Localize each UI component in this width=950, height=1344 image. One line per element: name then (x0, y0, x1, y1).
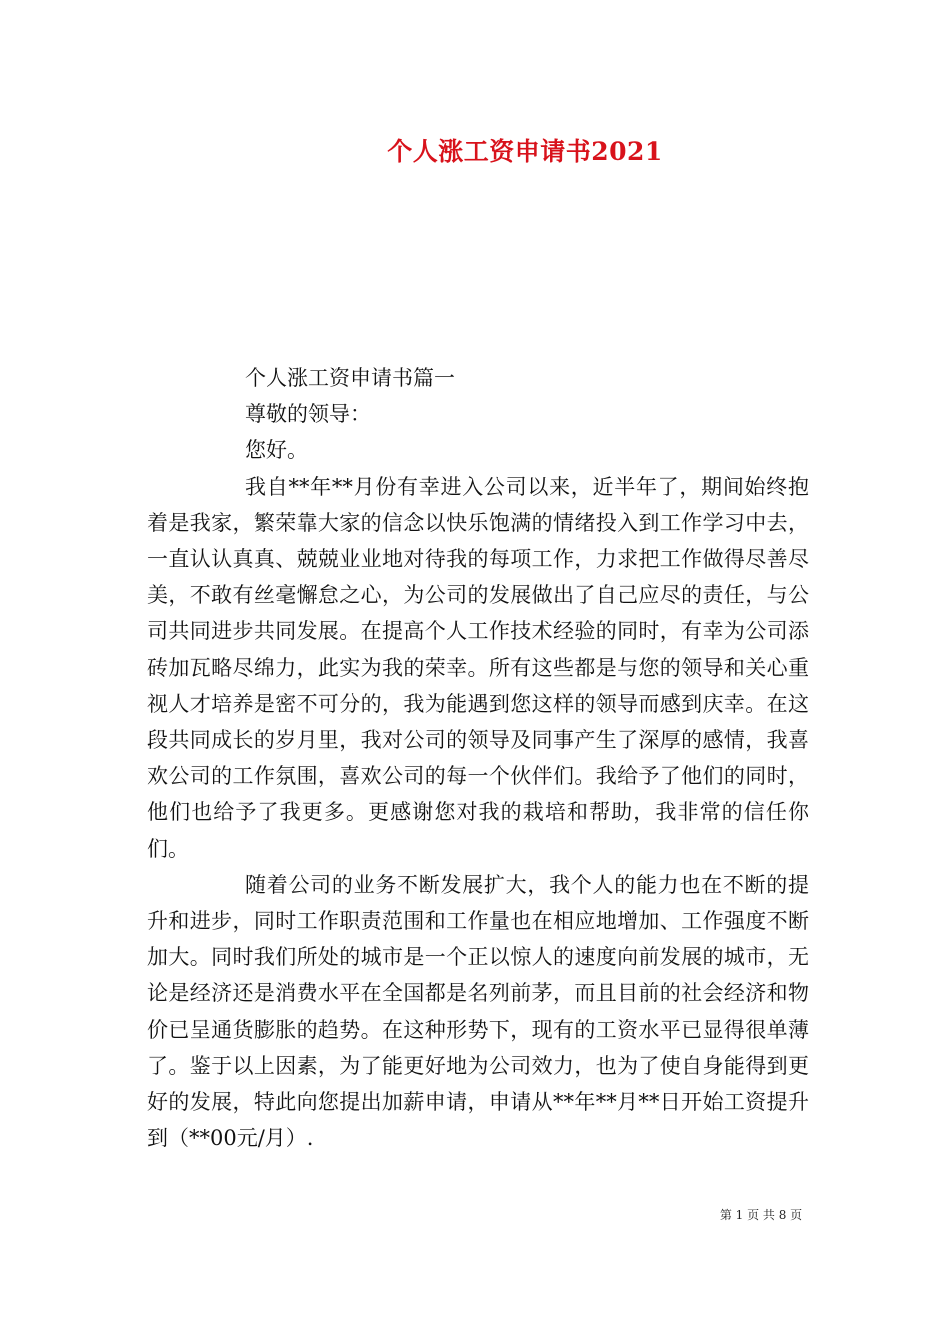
salutation: 尊敬的领导： (245, 402, 371, 427)
document-body (147, 360, 809, 1156)
greeting: 您好。 (245, 438, 308, 463)
page-number: 第 1 页 共 8 页 (719, 1208, 803, 1222)
body-paragraph-1: 我自**年**月份有幸进入公司以来，近半年了，期间始终抱着是我家，繁荣靠大家的信念以快乐饱满的情绪投入到工作学习中去，一直认认真真、兢兢业业地对待我的每项工作，力求把工作做得尽善尽美，不敢有丝毫懈怠之心，为公司的发展做出了自己应尽的责任，与公司共同进步共同发展。在提高个人工作技术经验的同时，有幸为公司添砖加瓦略尽绵力，此实为我的荣幸。所有这些都是与您的领导和关心重视人才培养是密不可分的，我为能遇到您这样的领导而感到庆幸。在这段共同成长的岁月里，我对公司的领导及同事产生了深厚的感情，我喜欢公司的工作氛围，喜欢公司的每一个伙伴们。我给予了他们的同时，他们也给予了我更多。更感谢您对我的栽培和帮助，我非常的信任你们。 (147, 474, 809, 861)
document-title: 个人涨工资申请书2021 (387, 137, 663, 166)
body-paragraph-2: 随着公司的业务不断发展扩大，我个人的能力也在不断的提升和进步，同时工作职责范围和工作量也在相应地增加、工作强度不断加大。同时我们所处的城市是一个正以惊人的速度向前发展的城市，无论是经济还是消费水平在全国都是名列前茅，而且目前的社会经济和物价已呈通货膨胀的趋势。在这种形势下，现有的工资水平已显得很单薄了。鉴于以上因素，为了能更好地为公司效力，也为了使自身能得到更好的发展，特此向您提出加薪申请，申请从**年**月**日开始工资提升到（**00元/月）. (147, 872, 809, 1151)
section-heading: 个人涨工资申请书篇一 (245, 366, 455, 390)
